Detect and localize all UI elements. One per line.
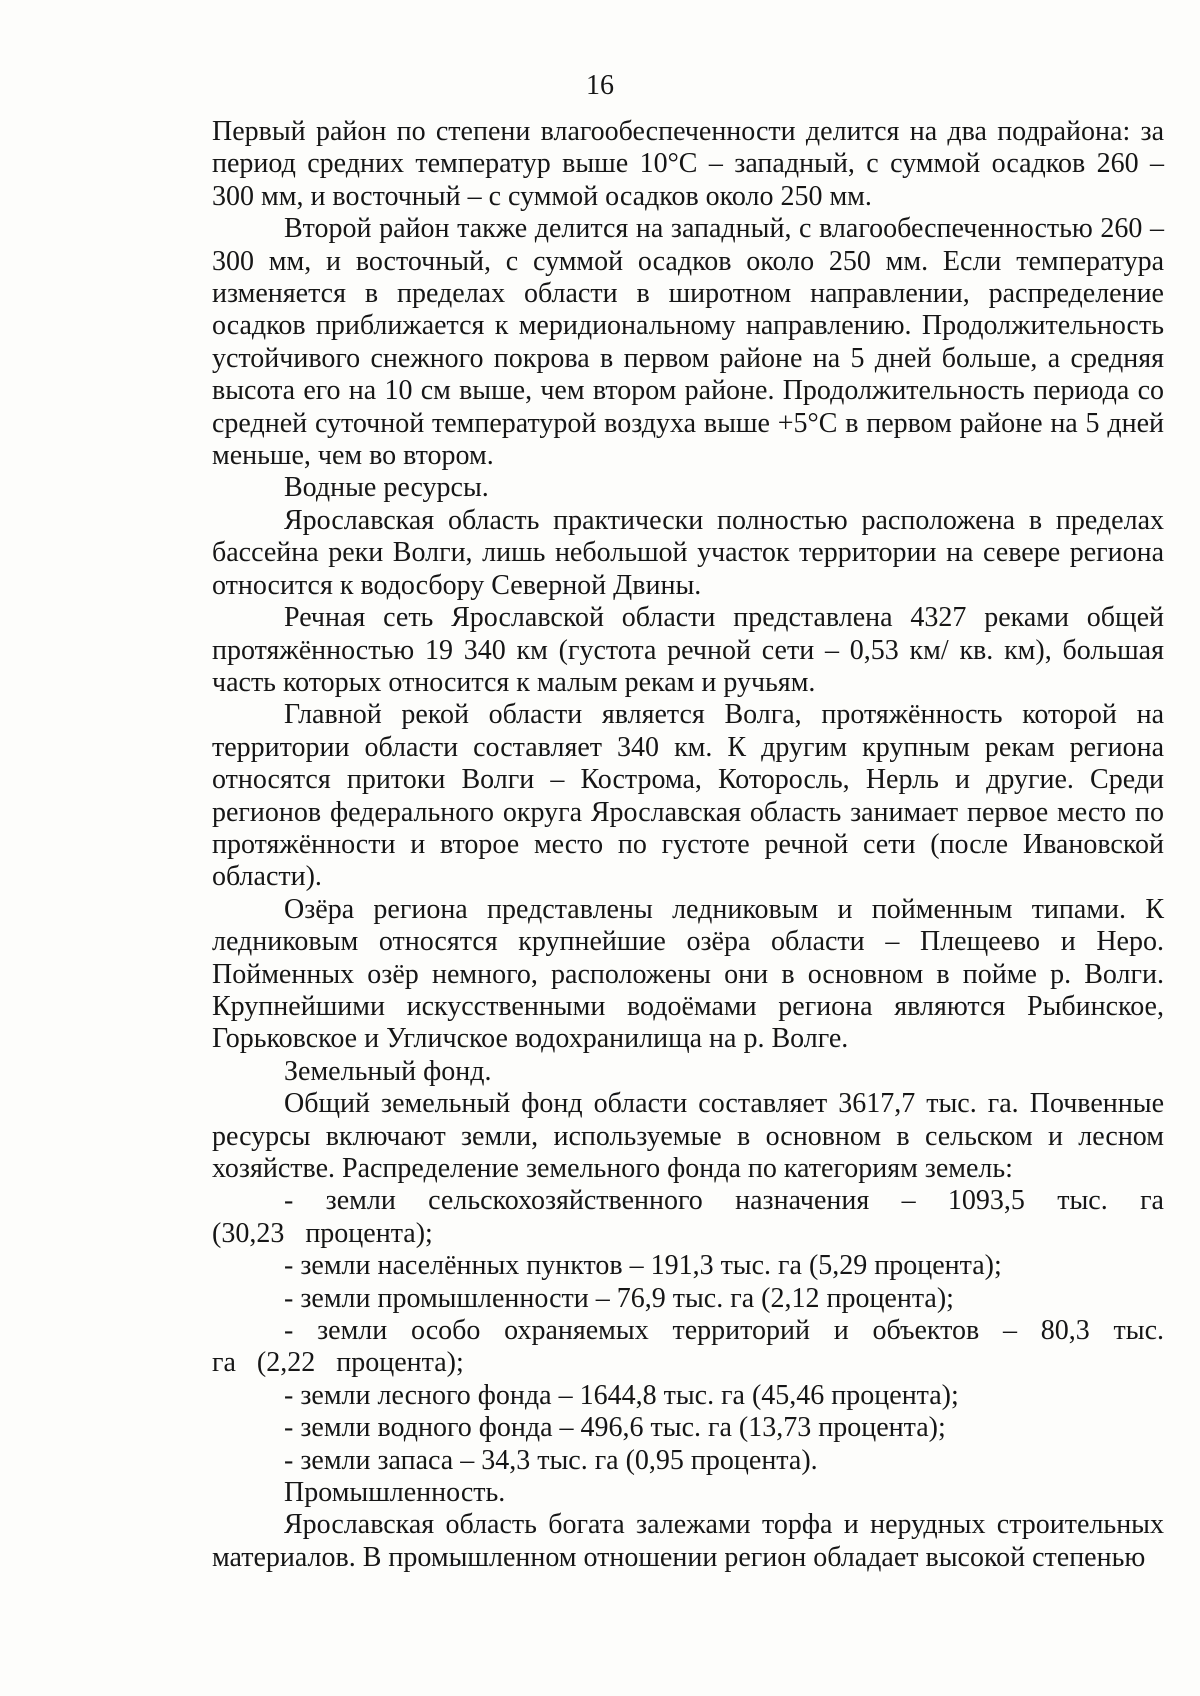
heading-water-resources: Водные ресурсы.	[284, 472, 489, 504]
paragraph-first-district: Первый район по степени влагообеспеченности делится на два подрайона: за период средних температур выше 10°С – западный, с суммой осадков 260 – 300 мм, и восточный – с суммой осадков около 250 мм.	[212, 116, 1164, 212]
paragraph-volga-basin: Ярославская область практически полностью расположена в пределах бассейна реки Волги, лишь небольшой участок территории на севере региона относится к водосбору Северной Двины.	[212, 504, 1164, 601]
paragraph-lakes: Озёра региона представлены ледниковым и пойменным типами. К ледниковым относятся крупнейшие озёра области – Плещеево и Неро. Пойменных озёр немного, расположены они в основном в пойме р. Волги. Крупнейшими искусственными водоёмами региона являются Рыбинское, Горьковское и Угличское водохранилища на р. Волге.	[212, 893, 1164, 1055]
land-category-settlements: - земли населённых пунктов – 191,3 тыс. га (5,29 процента);	[284, 1250, 1002, 1282]
heading-land-fund: Земельный фонд.	[284, 1055, 492, 1087]
land-category-agricultural: - земли сельскохозяйственного назначения – 1093,5 тыс. га (30,23 процента);	[212, 1185, 1164, 1249]
land-category-forest: - земли лесного фонда – 1644,8 тыс. га (45,46 процента);	[284, 1379, 959, 1411]
paragraph-land-fund-intro: Общий земельный фонд области составляет 3617,7 тыс. га. Почвенные ресурсы включают земли, используемые в основном в сельском и лесном хозяйстве. Распределение земельного фонда по категориям земель:	[212, 1088, 1164, 1184]
land-category-water: - земли водного фонда – 496,6 тыс. га (13,73 процента);	[284, 1412, 946, 1444]
land-category-industry: - земли промышленности – 76,9 тыс. га (2,12 процента);	[284, 1282, 954, 1314]
paragraph-river-network: Речная сеть Ярославской области представлена 4327 реками общей протяжённостью 19 340 км (густота речной сети – 0,53 км/ кв. км), большая часть которых относится к малым рекам и ручьям.	[212, 602, 1164, 698]
land-category-protected: - земли особо охраняемых территорий и объектов – 80,3 тыс. га (2,22 процента);	[212, 1315, 1164, 1379]
paragraph-main-river: Главной рекой области является Волга, протяжённость которой на территории области составляет 340 км. К другим крупным рекам региона относятся притоки Волги – Кострома, Которосль, Нерль и другие. Среди регионов федерального округа Ярославская область занимает первое место по протяжённости и второе место по густоте речной сети (после Ивановской области).	[212, 699, 1164, 893]
page-number: 16	[586, 70, 614, 101]
page-body	[212, 116, 1164, 1574]
paragraph-industry: Ярославская область богата залежами торфа и нерудных строительных материалов. В промышленном отношении регион обладает высокой степенью	[212, 1509, 1164, 1573]
heading-industry: Промышленность.	[284, 1477, 506, 1509]
paragraph-second-district: Второй район также делится на западный, с влагообеспеченностью 260 – 300 мм, и восточный, с суммой осадков около 250 мм. Если температура изменяется в пределах области в широтном направлении, распределение осадков приближается к меридиональному направлению. Продолжительность устойчивого снежного покрова в первом районе на 5 дней больше, а средняя высота его на 10 см выше, чем втором районе. Продолжительность периода со средней суточной температурой воздуха выше +5°С в первом районе на 5 дней меньше, чем во втором.	[212, 213, 1164, 472]
land-category-reserve: - земли запаса – 34,3 тыс. га (0,95 процента).	[284, 1444, 818, 1476]
